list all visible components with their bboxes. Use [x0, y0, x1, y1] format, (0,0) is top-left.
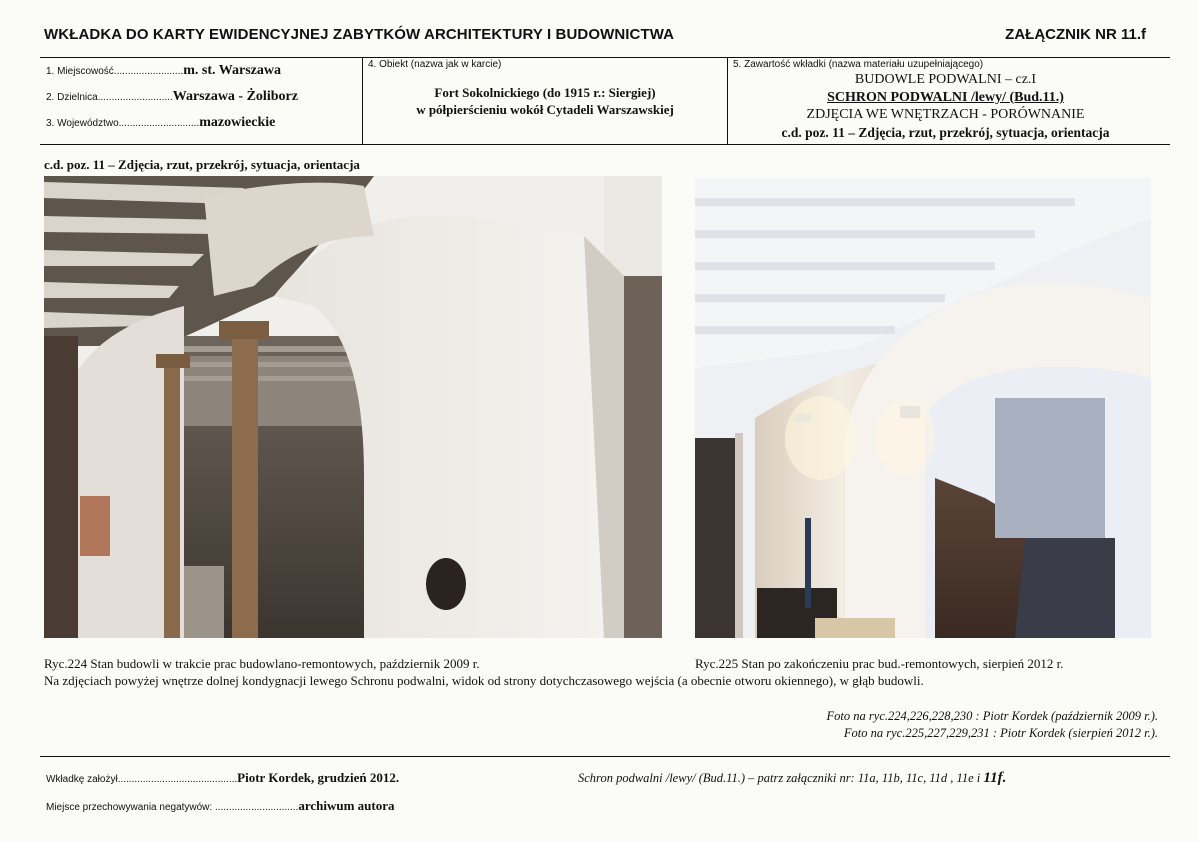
voivodeship-value: mazowieckie — [199, 115, 276, 130]
object-name-line2: w półpierścieniu wokół Cytadeli Warszawskiej — [416, 102, 674, 117]
content-line-4: c.d. poz. 11 – Zdjęcia, rzut, przekrój, sytuacja, orientacja — [781, 125, 1110, 140]
content-line-2: SCHRON PODWALNI /lewy/ (Bud.11.) — [827, 90, 1064, 105]
photo-before-svg — [44, 176, 662, 638]
card-title: WKŁADKA DO KARTY EWIDENCYJNEJ ZABYTKÓW ARCHITEKTURY I BUDOWNICTWA — [44, 26, 675, 43]
district-label: 2. Dzielnica........................... — [46, 92, 173, 103]
caption-photo-224: Ryc.224 Stan budowli w trakcie prac budowlano-remontowych, październik 2009 r. — [44, 656, 480, 671]
info-bottom-rule — [40, 144, 1170, 145]
info-divider-1 — [362, 57, 363, 144]
section-title: c.d. poz. 11 – Zdjęcia, rzut, przekrój, sytuacja, orientacja — [44, 157, 360, 172]
annex-reference-note — [578, 770, 1006, 787]
info-top-rule — [40, 57, 1170, 58]
caption-photo-225: Ryc.225 Stan po zakończeniu prac bud.-remontowych, sierpień 2012 r. — [695, 656, 1064, 671]
voivodeship-label: 3. Województwo............................. — [46, 118, 200, 129]
locality-field — [46, 63, 281, 79]
photo-credit-1: Foto na ryc.224,226,228,230 : Piotr Kordek (październik 2009 r.). — [826, 709, 1158, 723]
district-field — [46, 89, 298, 105]
founder-label: Wkładkę założył........................................... — [46, 774, 238, 785]
founder-value: Piotr Kordek, grudzień 2012. — [237, 770, 400, 785]
info-divider-2 — [727, 57, 728, 144]
photo-before-renovation — [44, 176, 662, 638]
photo-after-svg — [695, 178, 1151, 638]
locality-value: m. st. Warszawa — [183, 63, 281, 78]
district-value: Warszawa - Żoliborz — [172, 89, 298, 104]
founder-field — [46, 770, 399, 786]
annex-reference-current: 11f. — [983, 770, 1007, 786]
annex-reference-text: Schron podwalni /lewy/ (Bud.11.) – patrz załączniki nr: 11a, 11b, 11c, 11d , 11e i — [578, 771, 981, 785]
footer-rule — [40, 756, 1170, 757]
object-label: 4. Obiekt (nazwa jak w karcie) — [368, 59, 502, 70]
storage-value: archiwum autora — [298, 798, 395, 813]
photo-after-renovation — [695, 178, 1151, 638]
content-line-1: BUDOWLE PODWALNI – cz.I — [854, 72, 1037, 87]
photos-description: Na zdjęciach powyżej wnętrze dolnej kondygnacji lewego Schronu podwalni, widok od strony dotychczasowego wejścia (a obecnie otworu okiennego), w głąb budowli. — [44, 673, 924, 688]
object-name-line1: Fort Sokolnickiego (do 1915 r.: Siergiej) — [434, 85, 656, 100]
storage-field — [46, 798, 395, 814]
locality-label: 1. Miejscowość......................... — [46, 66, 184, 77]
storage-label: Miejsce przechowywania negatywów: .............................. — [46, 802, 299, 813]
voivodeship-field — [46, 115, 275, 131]
content-line-3: ZDJĘCIA WE WNĘTRZACH - PORÓWNANIE — [806, 107, 1085, 122]
annex-number: ZAŁĄCZNIK NR 11.f — [1005, 26, 1146, 43]
content-label: 5. Zawartość wkładki (nazwa materiału uzupełniającego) — [733, 59, 984, 70]
photo-credit-2: Foto na ryc.225,227,229,231 : Piotr Kordek (sierpień 2012 r.). — [843, 726, 1158, 740]
